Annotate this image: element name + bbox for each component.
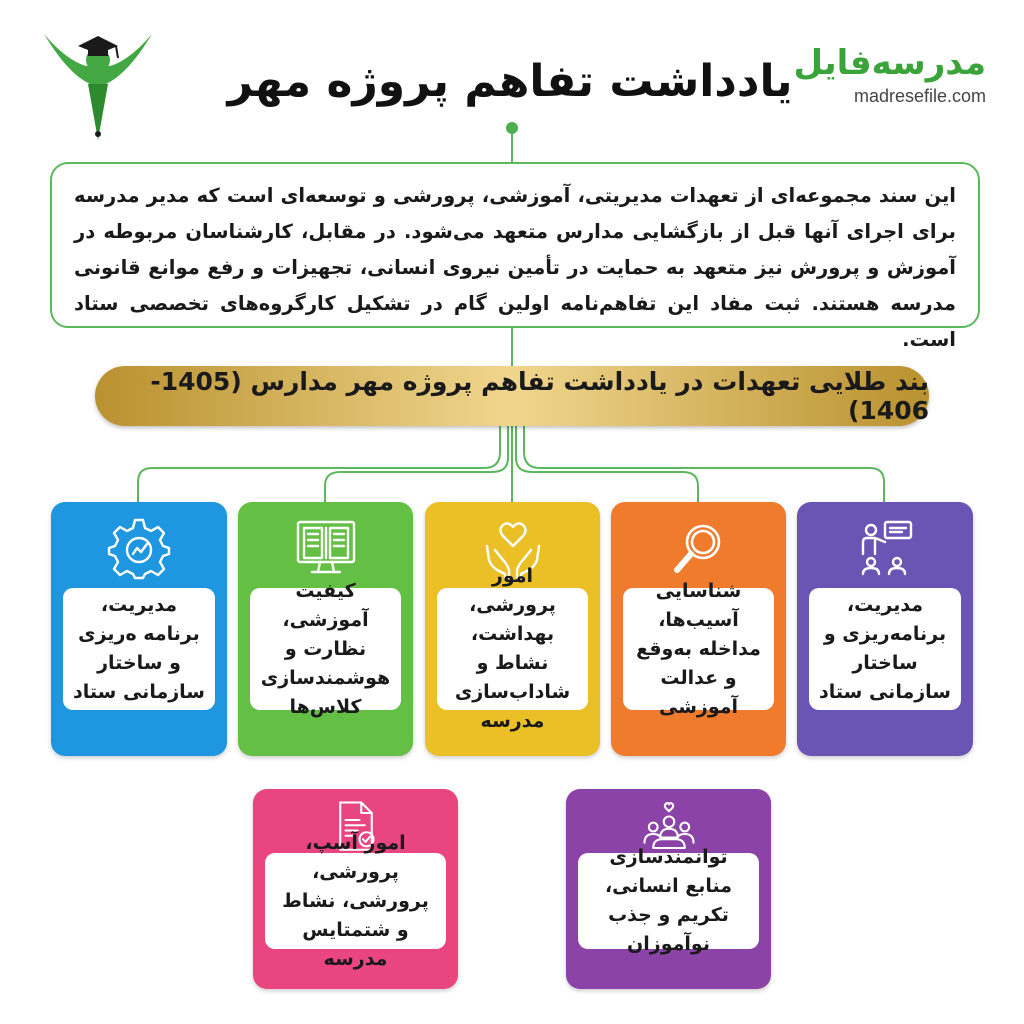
presentation-icon	[853, 516, 917, 580]
card-label: امور پرورشی، بهداشت، نشاط و شاداب‌سازی مدرسه	[437, 588, 588, 710]
gear-icon	[107, 516, 171, 580]
card-label: کیفیت آموزشی، نظارت و هوشمندسازی کلاس‌ها	[250, 588, 401, 710]
page-title: یادداشت تفاهم پروژه مهر	[227, 56, 793, 107]
card-wellbeing	[425, 502, 600, 756]
card-management-1	[797, 502, 973, 756]
magnifier-icon	[667, 516, 731, 580]
card-label: شناسایی آسیب‌ها، مداخله به‌وقع و عدالت آموزشی	[623, 588, 774, 710]
golden-banner: بند طلایی تعهدات در یادداشت تفاهم پروژه مهر مدارس (1405-1406)	[95, 366, 929, 426]
brand-url: madresefile.com	[853, 86, 986, 106]
card-affairs	[253, 789, 458, 989]
card-label: امور آسپ، پرورشی، پرورشی، نشاط و شتمتایس مدرسه	[265, 853, 446, 949]
card-label: توانمندسازی منابع انسانی، تکریم و جذب نوآموزان	[578, 853, 759, 949]
card-quality	[238, 502, 413, 756]
intro-text-box: این سند مجموعه‌ای از تعهدات مدیریتی، آموزشی، پرورشی و توسعه‌ای است که مدیر مدرسه برای اجرای آنها قبل از بازگشایی مدارس متعهد می‌شود. در مقابل، کارشناسان مربوطه در آموزش و پرورش نیز متعهد به حمایت در تأمین نیروی انسانی، تجهیزات و رفع موانع قانونی مدرسه هستند. ثبت مفاد این تفاهم‌نامه اولین گام در تشکیل کارگروه‌های تخصصی ستاد است.	[50, 162, 980, 328]
card-human-resources	[566, 789, 771, 989]
card-management-2	[51, 502, 227, 756]
card-label: مدیریت، برنامه ه‌ریزی و ساختار سازمانی ستاد	[63, 588, 215, 710]
brand-name: مدرسه‌فایل	[793, 43, 986, 83]
book-monitor-icon	[294, 516, 358, 580]
graduate-pen-logo	[38, 22, 158, 147]
card-identification	[611, 502, 786, 756]
card-label: مدیریت، برنامه‌ریزی و ساختار سازمانی ستاد	[809, 588, 961, 710]
brand-block	[786, 42, 986, 108]
